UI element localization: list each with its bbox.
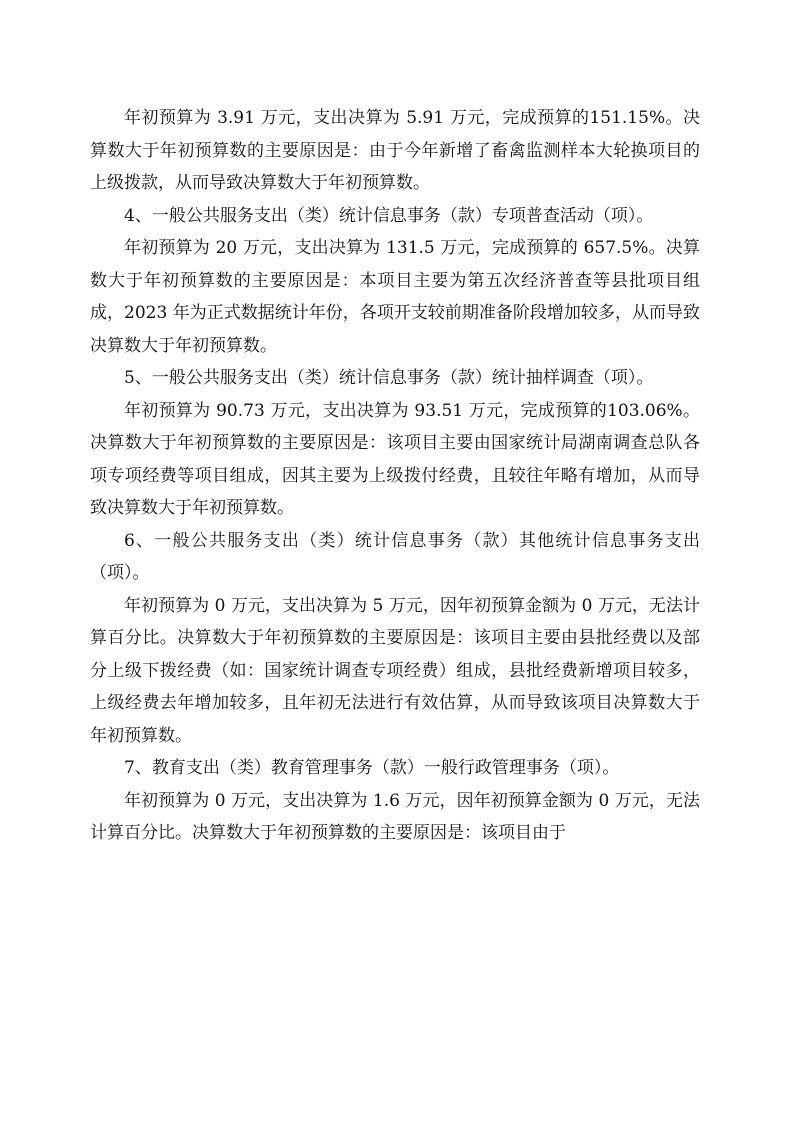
- paragraph-budget-education: 年初预算为 0 万元，支出决算为 1.6 万元，因年初预算金额为 0 万元，无法计算百分比。决算数大于年初预算数的主要原因是：该项目由于: [90, 790, 700, 843]
- heading-item-6-other: 6、一般公共服务支出（类）统计信息事务（款）其他统计信息事务支出（项）。: [90, 530, 700, 583]
- paragraph-budget-other: 年初预算为 0 万元，支出决算为 5 万元，因年初预算金额为 0 万元，无法计算百分比。决算数大于年初预算数的主要原因是：该项目主要由县批经费以及部分上级下拨经费（如：国家统计调查专项经费）组成，县批经费新增项目较多，上级经费去年增加较多，且年初无法进行有效估算，从而导致该项目决算数大于年初预算数。: [90, 595, 700, 746]
- paragraph-budget-livestock: 年初预算为 3.91 万元，支出决算为 5.91 万元，完成预算的151.15%。决算数大于年初预算数的主要原因是：由于今年新增了畜禽监测样本大轮换项目的上级拨款，从而导致决算数大于年初预算数。: [90, 108, 700, 193]
- heading-item-7-education: 7、教育支出（类）教育管理事务（款）一般行政管理事务（项）。: [124, 758, 620, 778]
- document-body: [90, 102, 700, 850]
- heading-item-4-census: 4、一般公共服务支出（类）统计信息事务（款）专项普查活动（项）。: [124, 205, 654, 226]
- paragraph-budget-census: 年初预算为 20 万元，支出决算为 131.5 万元，完成预算的 657.5%。决算数大于年初预算数的主要原因是：本项目主要为第五次经济普查等县批项目组成，2023 年为正式数据统计年份，各项开支较前期准备阶段增加较多，从而导致决算数大于年初预算数。: [90, 238, 700, 356]
- paragraph-budget-sampling: 年初预算为 90.73 万元，支出决算为 93.51 万元，完成预算的103.06%。决算数大于年初预算数的主要原因是：该项目主要由国家统计局湖南调查总队各项专项经费等项目组成，因其主要为上级拨付经费，且较往年略有增加，从而导致决算数大于年初预算数。: [90, 400, 700, 518]
- heading-item-5-sampling: 5、一般公共服务支出（类）统计信息事务（款）统计抽样调查（项）。: [124, 368, 654, 388]
